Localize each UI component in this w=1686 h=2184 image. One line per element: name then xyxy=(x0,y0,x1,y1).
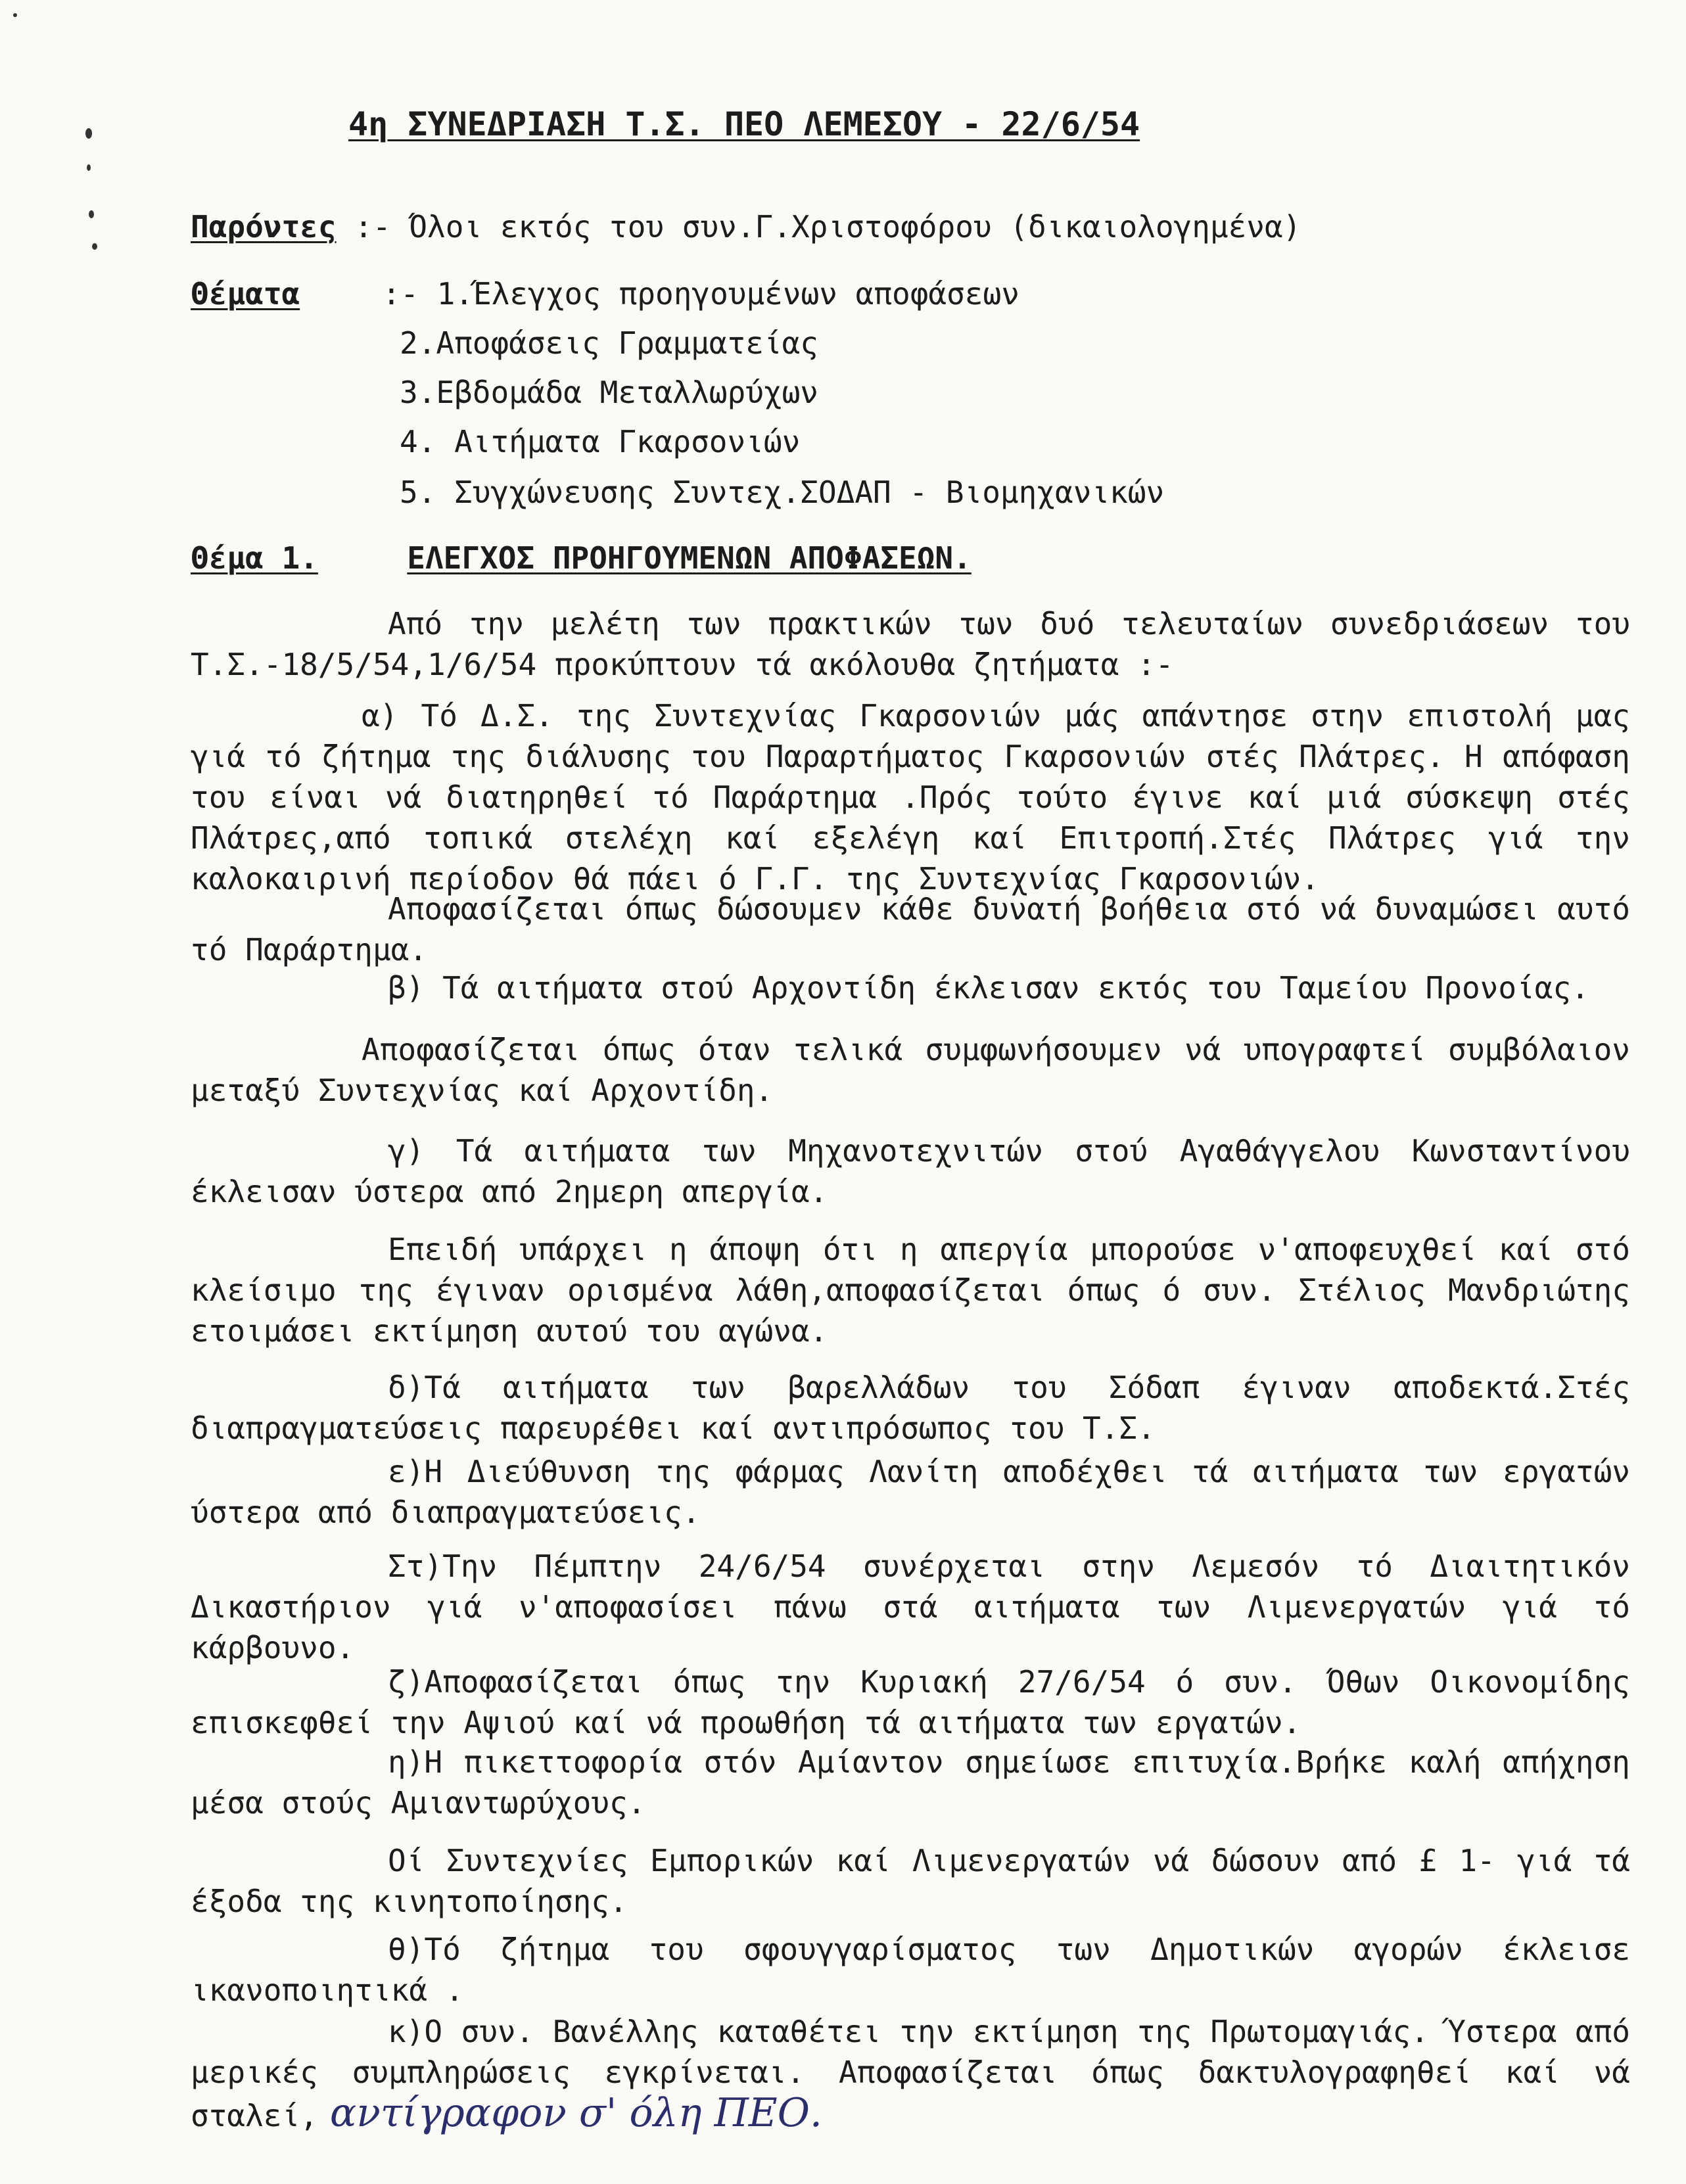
paragraph: α) Τό Δ.Σ. της Συντεχνίας Γκαρσονιών μάς απάντησε στην επιστολή μας γιά τό ζήτημα της διάλυσης του Παραρτήματος Γκαρσονιών στές Πλάτρες. Η απόφαση του είναι νά διατηρηθεί τό Παράρτημα .Πρός τούτο έγινε καί μιά σύσκεψη στές Πλάτρες,από τοπικά στελέχη καί εξελέγη καί Επιτροπή.Στές Πλάτρες γιά την καλοκαιρινή περίοδον θά πάει ό Γ.Γ. της Συντεχνίας Γκαρσονιών. xyxy=(191,698,1630,896)
paragraph: Από την μελέτη των πρακτικών των δυό τελευταίων συνεδριάσεων του Τ.Σ.-18/5/54,1/6/54 προκύπτουν τά ακόλουθα ζητήματα :- xyxy=(191,606,1630,682)
scan-speck xyxy=(92,243,97,250)
present-row xyxy=(191,209,1301,244)
topics-row xyxy=(191,276,1019,312)
paragraph: β) Τά αιτήματα στού Αρχοντίδη έκλεισαν εκτός του Ταμείου Προνοίας. xyxy=(388,970,1589,1006)
present-label: Παρόντες xyxy=(191,209,337,244)
document-title: 4η ΣΥΝΕΔΡΙΑΣΗ Τ.Σ. ΠΕΟ ΛΕΜΕΣΟΥ - 22/6/54 xyxy=(348,105,1140,143)
paragraph: η)Η πικεττοφορία στόν Αμίαντον σημείωσε επιτυχία.Βρήκε καλή απήχηση μέσα στούς Αμιαντωρύχους. xyxy=(191,1744,1630,1821)
paragraph: θ)Τό ζήτημα του σφουγγαρίσματος των Δημοτικών αγορών έκλεισε ικανοποιητικά . xyxy=(191,1932,1630,2008)
topic-item: 5. Συγχώνευσης Συντεχ.ΣΟΔΑΠ - Βιομηχανικών xyxy=(400,475,1165,510)
scan-speck xyxy=(87,164,91,171)
scan-speck xyxy=(85,128,92,139)
paragraph-text: κ)Ο συν. Βανέλλης καταθέτει την εκτίμηση της Πρωτομαγιάς. Ύστερα από μερικές συμπληρώσεις εγκρίνεται. Αποφασίζεται όπως δακτυλογραφηθεί καί νά σταλεί, xyxy=(191,2014,1630,2133)
handwritten-note: αντίγραφον σ' όλη ΠΕΟ. xyxy=(329,2090,822,2136)
topic-item: 4. Αιτήματα Γκαρσονιών xyxy=(400,424,801,459)
paragraph-last xyxy=(191,2011,1630,2136)
topic-item: 2.Αποφάσεις Γραμματείας xyxy=(400,325,818,361)
paragraph: γ) Τά αιτήματα των Μηχανοτεχνιτών στού Αγαθάγγελου Κωνσταντίνου έκλεισαν ύστερα από 2ημερη απεργία. xyxy=(191,1133,1630,1209)
scan-speck xyxy=(89,210,94,218)
section-heading xyxy=(191,540,972,576)
paragraph: δ)Τά αιτήματα των βαρελλάδων του Σόδαπ έγιναν αποδεκτά.Στές διαπραγματεύσεις παρευρέθει καί αντιπρόσωπος του Τ.Σ. xyxy=(191,1370,1630,1446)
paragraph: Στ)Την Πέμπτην 24/6/54 συνέρχεται στην Λεμεσόν τό Διαιτητικόν Δικαστήριον γιά ν'αποφασίσει πάνω στά αιτήματα των Λιμενεργατών γιά τό κάρβουνο. xyxy=(191,1548,1630,1665)
paragraph: Οί Συντεχνίες Εμπορικών καί Λιμενεργατών νά δώσουν από £ 1- γιά τά έξοδα της κινητοποίησης. xyxy=(191,1843,1630,1919)
paragraph: ζ)Αποφασίζεται όπως την Κυριακή 27/6/54 ό συν. Όθων Οικονομίδης επισκεφθεί την Αψιού καί νά προωθήση τά αιτήματα των εργατών. xyxy=(191,1664,1630,1740)
present-text: Όλοι εκτός του συν.Γ.Χριστοφόρου (δικαιολογημένα) xyxy=(409,209,1301,244)
paragraph: ε)Η Διεύθυνση της φάρμας Λανίτη αποδέχθει τά αιτήματα των εργατών ύστερα από διαπραγματεύσεις. xyxy=(191,1454,1630,1530)
scan-speck xyxy=(13,13,17,17)
topics-separator: :- xyxy=(382,276,419,312)
topics-label: Θέματα xyxy=(191,276,300,312)
paragraph: Επειδή υπάρχει η άποψη ότι η απεργία μπορούσε ν'αποφευχθεί καί στό κλείσιμο της έγιναν ορισμένα λάθη,αποφασίζεται όπως ό συν. Στέλιος Μανδριώτης ετοιμάσει εκτίμηση αυτού του αγώνα. xyxy=(191,1232,1630,1349)
section-label: Θέμα 1. xyxy=(191,540,318,576)
section-title: ΕΛΕΓΧΟΣ ΠΡΟΗΓΟΥΜΕΝΩΝ ΑΠΟΦΑΣΕΩΝ. xyxy=(407,540,972,576)
topic-item: 3.Εβδομάδα Μεταλλωρύχων xyxy=(400,375,818,410)
topic-item: 1.Έλεγχος προηγουμένων αποφάσεων xyxy=(436,276,1019,312)
paragraph: Αποφασίζεται όπως όταν τελικά συμφωνήσουμεν νά υπογραφτεί συμβόλαιον μεταξύ Συντεχνίας καί Αρχοντίδη. xyxy=(191,1032,1630,1108)
present-separator: :- xyxy=(354,209,391,244)
paragraph: Αποφασίζεται όπως δώσουμεν κάθε δυνατή βοήθεια στό νά δυναμώσει αυτό τό Παράρτημα. xyxy=(191,891,1630,967)
